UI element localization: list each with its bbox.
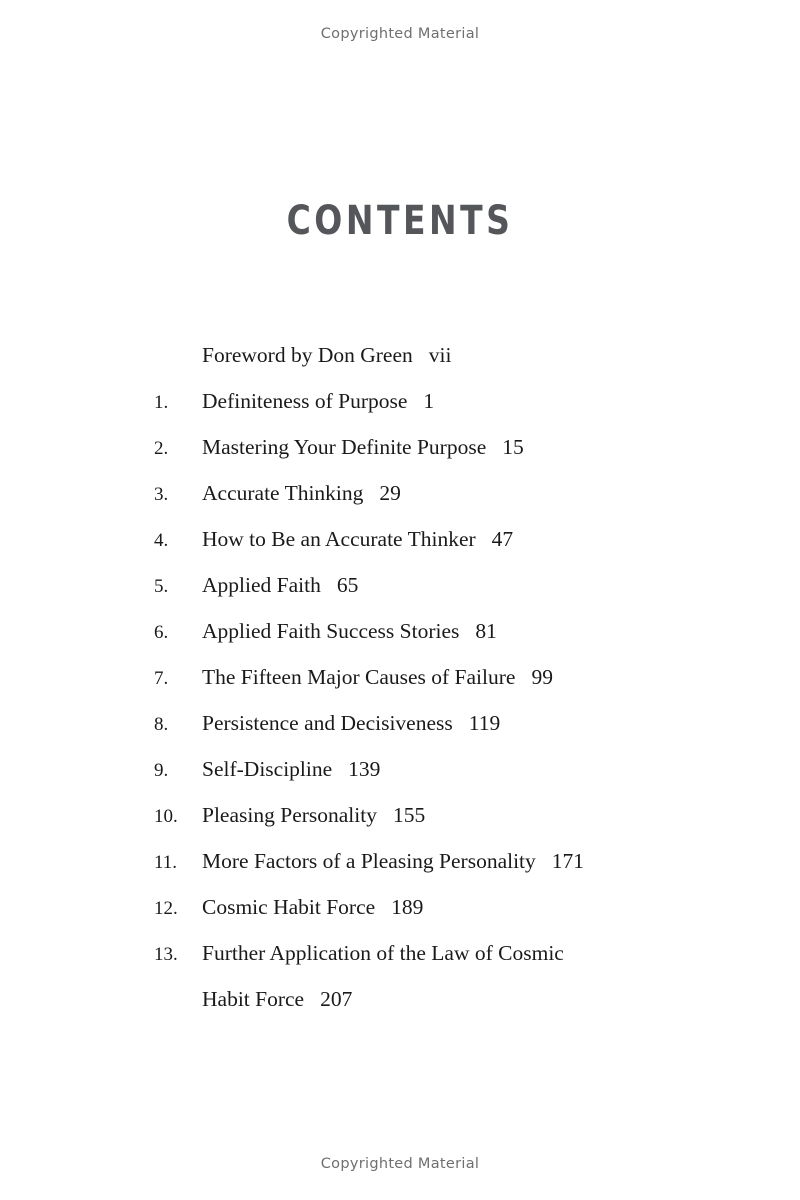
toc-page-number: 29 (379, 481, 401, 505)
toc-title: How to Be an Accurate Thinker (202, 527, 476, 551)
toc-page-number: 47 (491, 527, 514, 551)
toc-page-number: 171 (551, 849, 585, 873)
list-item[interactable] (150, 386, 670, 432)
toc-title: Cosmic Habit Force (202, 895, 376, 919)
list-item[interactable] (150, 662, 670, 708)
toc-title: The Fifteen Major Causes of Failure (202, 665, 516, 689)
toc-title: Self-Discipline (202, 757, 333, 781)
list-item[interactable] (150, 432, 670, 478)
toc-title: Applied Faith Success Stories (202, 619, 460, 643)
toc-entry (202, 754, 670, 784)
list-item[interactable] (150, 570, 670, 616)
toc-title: Accurate Thinking (202, 481, 364, 505)
list-item[interactable] (150, 340, 670, 386)
toc-number: 3. (154, 484, 169, 505)
toc-entry (202, 340, 670, 370)
toc-page-number: 155 (392, 803, 426, 827)
toc-entry (202, 800, 670, 830)
toc-number: 10. (154, 806, 178, 827)
toc-entry (202, 662, 670, 692)
toc-entry (202, 984, 670, 1014)
list-item[interactable] (150, 524, 670, 570)
toc-number: 13. (154, 944, 178, 965)
toc-number: 5. (154, 576, 169, 597)
toc-title: Mastering Your Definite Purpose (202, 435, 487, 459)
list-item[interactable] (150, 754, 670, 800)
table-of-contents (150, 340, 670, 1030)
toc-number: 4. (154, 530, 169, 551)
toc-page-number: 15 (502, 435, 524, 459)
toc-title: Definiteness of Purpose (202, 389, 408, 413)
toc-title: Applied Faith (202, 573, 321, 597)
toc-title: Pleasing Personality (202, 803, 377, 827)
list-item[interactable] (150, 800, 670, 846)
toc-number: 7. (154, 668, 169, 689)
list-item[interactable] (150, 478, 670, 524)
toc-page-number: 119 (468, 711, 501, 735)
copyright-watermark-top: Copyrighted Material (320, 26, 480, 42)
list-item-continuation[interactable] (150, 984, 670, 1030)
list-item[interactable] (150, 892, 670, 938)
toc-page-number: 189 (391, 895, 424, 919)
toc-page-number: 99 (531, 665, 553, 689)
toc-page-number: vii (428, 343, 452, 367)
toc-title: More Factors of a Pleasing Personality (202, 849, 536, 873)
toc-entry (202, 892, 670, 922)
toc-entry (202, 570, 670, 600)
toc-entry (202, 616, 670, 646)
toc-entry (202, 846, 670, 876)
toc-entry (202, 708, 670, 738)
toc-entry (202, 938, 670, 968)
toc-entry (202, 432, 670, 462)
toc-title: Further Application of the Law of Cosmic (202, 941, 564, 965)
toc-entry (202, 478, 670, 508)
toc-page-number: 139 (348, 757, 381, 781)
toc-number: 8. (154, 714, 169, 735)
toc-page-number: 207 (320, 987, 353, 1011)
copyright-watermark-bottom: Copyrighted Material (320, 1156, 480, 1172)
toc-number: 2. (154, 438, 169, 459)
toc-page-number: 65 (336, 573, 359, 597)
list-item[interactable] (150, 846, 670, 892)
toc-page-number: 81 (475, 619, 497, 643)
toc-number: 6. (154, 622, 169, 643)
toc-title: Foreword by Don Green (202, 343, 413, 367)
toc-page-number: 1 (423, 389, 435, 413)
toc-title: Persistence and Decisiveness (202, 711, 453, 735)
toc-entry (202, 524, 670, 554)
list-item[interactable] (150, 938, 670, 984)
list-item[interactable] (150, 708, 670, 754)
toc-number: 12. (154, 898, 178, 919)
page-title: CONTENTS (286, 196, 514, 244)
toc-number: 9. (154, 760, 169, 781)
toc-entry (202, 386, 670, 416)
list-item[interactable] (150, 616, 670, 662)
toc-number: 1. (154, 392, 169, 413)
toc-title: Habit Force (202, 987, 305, 1011)
toc-number: 11. (154, 852, 178, 873)
